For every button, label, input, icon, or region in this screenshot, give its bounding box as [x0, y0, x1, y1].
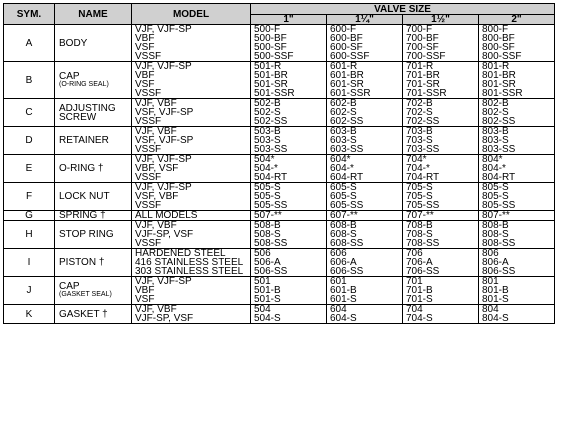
cell-size-3 — [403, 277, 479, 305]
part-number: 704-S — [406, 313, 433, 324]
part-number: 503-B — [254, 126, 281, 137]
cell-name — [55, 25, 132, 62]
part-number: 500-BF — [254, 33, 287, 44]
cell-name — [55, 277, 132, 305]
part-number: 804-S — [482, 313, 509, 324]
part-number: 604-S — [330, 313, 357, 324]
table-row — [4, 277, 555, 305]
part-number: 604-* — [330, 163, 354, 174]
cell-sym: H — [4, 221, 55, 249]
table-row — [4, 221, 555, 249]
part-number: 503-S — [254, 135, 281, 146]
model-line: 416 STAINLESS STEEL — [135, 257, 244, 268]
cell-sym: F — [4, 183, 55, 211]
part-number: 800-F — [482, 24, 509, 35]
model-line: VJF-SP, VSF — [135, 229, 194, 240]
part-number: 500-SSF — [254, 51, 294, 62]
part-number: 806-SS — [482, 266, 516, 277]
cell-size-2 — [327, 127, 403, 155]
part-number: 504-S — [254, 313, 281, 324]
model-line: VSF — [135, 294, 155, 305]
part-number: 802-B — [482, 98, 509, 109]
cell-size-2 — [327, 183, 403, 211]
part-number: 501-SSR — [254, 88, 295, 99]
part-number: 701-B — [406, 285, 433, 296]
cell-size-4 — [479, 99, 555, 127]
cell-size-1 — [251, 277, 327, 305]
model-line: VJF, VBF — [135, 126, 177, 137]
part-number: 701-R — [406, 61, 434, 72]
cell-name — [55, 221, 132, 249]
part-number: 601-S — [330, 294, 357, 305]
model-line: VSSF — [135, 200, 162, 211]
cell-model — [132, 249, 251, 277]
part-number: 801 — [482, 276, 499, 287]
part-number: 804-* — [482, 163, 506, 174]
part-number: 602-S — [330, 107, 357, 118]
header-size-1: 1" — [251, 15, 327, 25]
cell-model — [132, 277, 251, 305]
part-name: LOCK NUT — [59, 191, 110, 202]
part-number: 801-R — [482, 61, 510, 72]
part-number: 501-SR — [254, 79, 288, 90]
part-number: 507-** — [254, 210, 282, 221]
part-number: 702-S — [406, 107, 433, 118]
part-number: 700-SF — [406, 42, 439, 53]
part-number: 504 — [254, 304, 271, 315]
cell-sym: K — [4, 305, 55, 324]
part-number: 608-SS — [330, 238, 364, 249]
table-row — [4, 183, 555, 211]
part-number: 604 — [330, 304, 347, 315]
cell-size-3 — [403, 127, 479, 155]
cell-size-1 — [251, 99, 327, 127]
valve-parts-table — [3, 3, 555, 324]
model-line: VJF, VJF-SP — [135, 24, 192, 35]
cell-size-2 — [327, 249, 403, 277]
table-row — [4, 127, 555, 155]
cell-size-2 — [327, 305, 403, 324]
model-line: VSF — [135, 79, 155, 90]
part-number: 800-SF — [482, 42, 515, 53]
part-number: 502-S — [254, 107, 281, 118]
cell-size-2 — [327, 211, 403, 221]
part-number: 500-F — [254, 24, 281, 35]
part-number: 703-B — [406, 126, 433, 137]
cell-size-3 — [403, 62, 479, 99]
part-number: 801-SR — [482, 79, 516, 90]
part-number: 808-SS — [482, 238, 516, 249]
table-row — [4, 25, 555, 62]
part-number: 603-S — [330, 135, 357, 146]
part-number: 504* — [254, 154, 275, 165]
cell-size-1 — [251, 155, 327, 183]
part-number: 502-B — [254, 98, 281, 109]
table-row — [4, 249, 555, 277]
header-size-2: 2" — [479, 15, 555, 25]
part-number: 506-A — [254, 257, 281, 268]
cell-model — [132, 127, 251, 155]
model-line: VBF — [135, 285, 155, 296]
part-name: O-RING † — [59, 163, 104, 174]
part-number: 703-S — [406, 135, 433, 146]
cell-size-3 — [403, 221, 479, 249]
part-number: 800-SSF — [482, 51, 522, 62]
cell-name — [55, 99, 132, 127]
cell-size-1 — [251, 127, 327, 155]
part-number: 605-S — [330, 182, 357, 193]
cell-size-3 — [403, 183, 479, 211]
header-name: NAME — [55, 4, 132, 25]
cell-size-2 — [327, 277, 403, 305]
model-line: VSF, VJF-SP — [135, 107, 194, 118]
cell-sym: C — [4, 99, 55, 127]
cell-size-3 — [403, 25, 479, 62]
model-line: VJF, VJF-SP — [135, 61, 192, 72]
cell-size-3 — [403, 211, 479, 221]
part-number: 705-S — [406, 191, 433, 202]
part-number: 600-SSF — [330, 51, 370, 62]
cell-sym: E — [4, 155, 55, 183]
part-number: 704 — [406, 304, 423, 315]
part-number: 806-A — [482, 257, 509, 268]
model-line: VBF, VSF — [135, 163, 179, 174]
part-number: 601-B — [330, 285, 357, 296]
part-name: PISTON † — [59, 257, 105, 268]
part-number: 601-SSR — [330, 88, 371, 99]
cell-model — [132, 62, 251, 99]
part-number: 701-SR — [406, 79, 440, 90]
part-number: 600-SF — [330, 42, 363, 53]
cell-size-4 — [479, 62, 555, 99]
part-number: 502-SS — [254, 116, 288, 127]
cell-size-1 — [251, 183, 327, 211]
part-number: 606-SS — [330, 266, 364, 277]
part-number: 508-S — [254, 229, 281, 240]
cell-size-4 — [479, 183, 555, 211]
part-number: 500-SF — [254, 42, 287, 53]
part-name: RETAINER — [59, 135, 109, 146]
model-line: VJF, VJF-SP — [135, 154, 192, 165]
part-number: 706-SS — [406, 266, 440, 277]
model-line: HARDENED STEEL — [135, 248, 226, 259]
part-number: 700-F — [406, 24, 433, 35]
cell-size-2 — [327, 155, 403, 183]
part-number: 605-SS — [330, 200, 364, 211]
part-number: 804* — [482, 154, 503, 165]
cell-size-4 — [479, 221, 555, 249]
model-line: VSSF — [135, 144, 162, 155]
model-line: VJF-SP, VSF — [135, 313, 194, 324]
model-line: VSSF — [135, 238, 162, 249]
model-line: VSSF — [135, 116, 162, 127]
part-number: 805-S — [482, 191, 509, 202]
cell-model — [132, 183, 251, 211]
cell-model — [132, 25, 251, 62]
part-number: 604* — [330, 154, 351, 165]
part-number: 501 — [254, 276, 271, 287]
cell-size-4 — [479, 25, 555, 62]
cell-name — [55, 305, 132, 324]
part-number: 805-SS — [482, 200, 516, 211]
part-number: 805-S — [482, 182, 509, 193]
header-model: MODEL — [132, 4, 251, 25]
header-sym: SYM. — [4, 4, 55, 25]
part-number: 708-SS — [406, 238, 440, 249]
part-number: 800-BF — [482, 33, 515, 44]
part-number: 801-B — [482, 285, 509, 296]
part-number: 701-S — [406, 294, 433, 305]
cell-model — [132, 221, 251, 249]
part-number: 701-BR — [406, 70, 440, 81]
part-number: 708-S — [406, 229, 433, 240]
model-line: VSSF — [135, 172, 162, 183]
part-number: 606 — [330, 248, 347, 259]
part-number: 707-** — [406, 210, 434, 221]
cell-sym: A — [4, 25, 55, 62]
model-line: 303 STAINLESS STEEL — [135, 266, 244, 277]
part-number: 501-B — [254, 285, 281, 296]
table-body — [4, 25, 555, 324]
part-number: 702-SS — [406, 116, 440, 127]
part-number: 501-R — [254, 61, 282, 72]
part-number: 604-RT — [330, 172, 364, 183]
part-number: 606-A — [330, 257, 357, 268]
part-number: 704-* — [406, 163, 430, 174]
model-line: VJF, VBF — [135, 98, 177, 109]
part-number: 608-S — [330, 229, 357, 240]
cell-size-4 — [479, 127, 555, 155]
part-number: 602-B — [330, 98, 357, 109]
header-size-1-25: 1¼" — [327, 15, 403, 25]
part-number: 801-SSR — [482, 88, 523, 99]
part-number: 804 — [482, 304, 499, 315]
part-name-note: (O-RING SEAL) — [59, 80, 109, 88]
cell-model — [132, 155, 251, 183]
part-number: 506-SS — [254, 266, 288, 277]
part-number: 701-SSR — [406, 88, 447, 99]
cell-size-2 — [327, 221, 403, 249]
part-number: 603-SS — [330, 144, 364, 155]
part-name-line2: SCREW — [59, 111, 97, 123]
part-number: 501-S — [254, 294, 281, 305]
cell-size-3 — [403, 99, 479, 127]
part-number: 505-SS — [254, 200, 288, 211]
part-number: 600-BF — [330, 33, 363, 44]
model-line: VSF, VJF-SP — [135, 135, 194, 146]
part-number: 700-SSF — [406, 51, 446, 62]
part-number: 505-S — [254, 182, 281, 193]
model-line: VJF, VJF-SP — [135, 276, 192, 287]
header-size-1-5: 1½" — [403, 15, 479, 25]
cell-name — [55, 127, 132, 155]
cell-size-1 — [251, 62, 327, 99]
part-number: 803-S — [482, 135, 509, 146]
part-number: 600-F — [330, 24, 357, 35]
part-number: 708-B — [406, 220, 433, 231]
cell-size-4 — [479, 305, 555, 324]
cell-size-4 — [479, 277, 555, 305]
cell-size-1 — [251, 211, 327, 221]
cell-sym: B — [4, 62, 55, 99]
model-line: VBF — [135, 33, 155, 44]
part-number: 601-R — [330, 61, 358, 72]
part-number: 802-S — [482, 107, 509, 118]
cell-size-3 — [403, 305, 479, 324]
part-name: ADJUSTING — [59, 102, 116, 114]
header-valve-size: VALVE SIZE — [251, 4, 555, 15]
cell-model — [132, 99, 251, 127]
part-name: CAP — [59, 70, 80, 82]
part-number: 804-RT — [482, 172, 516, 183]
part-number: 701 — [406, 276, 423, 287]
part-name: STOP RING — [59, 229, 114, 240]
part-number: 803-B — [482, 126, 509, 137]
part-number: 504-RT — [254, 172, 288, 183]
part-number: 504-* — [254, 163, 278, 174]
part-number: 506 — [254, 248, 271, 259]
part-number: 803-SS — [482, 144, 516, 155]
part-number: 705-S — [406, 182, 433, 193]
part-number: 704* — [406, 154, 427, 165]
part-name: GASKET † — [59, 308, 108, 320]
table-row — [4, 62, 555, 99]
table-row — [4, 305, 555, 324]
cell-size-2 — [327, 25, 403, 62]
part-number: 706 — [406, 248, 423, 259]
model-line: VJF, VJF-SP — [135, 182, 192, 193]
cell-size-2 — [327, 99, 403, 127]
cell-size-1 — [251, 25, 327, 62]
cell-size-4 — [479, 249, 555, 277]
cell-sym: I — [4, 249, 55, 277]
part-number: 801-S — [482, 294, 509, 305]
part-number: 705-SS — [406, 200, 440, 211]
part-number: 508-SS — [254, 238, 288, 249]
part-number: 801-BR — [482, 70, 516, 81]
part-number: 703-SS — [406, 144, 440, 155]
cell-name — [55, 62, 132, 99]
cell-size-3 — [403, 249, 479, 277]
part-name-note: (GASKET SEAL) — [59, 291, 112, 298]
model-line: VSSF — [135, 51, 162, 62]
table-row — [4, 99, 555, 127]
part-number: 700-BF — [406, 33, 439, 44]
part-number: 702-B — [406, 98, 433, 109]
part-number: 508-B — [254, 220, 281, 231]
part-number: 601 — [330, 276, 347, 287]
part-number: 602-SS — [330, 116, 364, 127]
part-number: 603-B — [330, 126, 357, 137]
model-line: VJF, VBF — [135, 304, 177, 315]
part-number: 704-RT — [406, 172, 440, 183]
cell-name — [55, 183, 132, 211]
valve-parts-table-container — [3, 3, 555, 324]
cell-sym: G — [4, 211, 55, 221]
cell-size-2 — [327, 62, 403, 99]
cell-sym: D — [4, 127, 55, 155]
part-number: 706-A — [406, 257, 433, 268]
part-number: 601-BR — [330, 70, 364, 81]
part-number: 802-SS — [482, 116, 516, 127]
model-line: VJF, VBF — [135, 220, 177, 231]
part-number: 503-SS — [254, 144, 288, 155]
cell-sym: J — [4, 277, 55, 305]
part-number: 607-** — [330, 210, 358, 221]
part-number: 605-S — [330, 191, 357, 202]
cell-size-4 — [479, 211, 555, 221]
cell-size-1 — [251, 305, 327, 324]
part-number: 807-** — [482, 210, 510, 221]
model-line: VSF — [135, 42, 155, 53]
table-row — [4, 155, 555, 183]
part-number: 808-S — [482, 229, 509, 240]
cell-name — [55, 249, 132, 277]
cell-name — [55, 211, 132, 221]
part-number: 501-BR — [254, 70, 288, 81]
cell-model — [132, 211, 251, 221]
part-number: 808-B — [482, 220, 509, 231]
cell-name — [55, 155, 132, 183]
cell-size-1 — [251, 249, 327, 277]
part-number: 505-S — [254, 191, 281, 202]
part-name: CAP — [59, 281, 80, 292]
part-name: BODY — [59, 37, 88, 49]
model-line: VSSF — [135, 88, 162, 99]
cell-size-4 — [479, 155, 555, 183]
cell-model — [132, 305, 251, 324]
header-row-1 — [4, 4, 555, 15]
cell-size-1 — [251, 221, 327, 249]
part-name: SPRING † — [59, 210, 106, 221]
model-line: VBF — [135, 70, 155, 81]
part-number: 601-SR — [330, 79, 364, 90]
model-line: ALL MODELS — [135, 210, 198, 221]
part-number: 806 — [482, 248, 499, 259]
model-line: VSF, VBF — [135, 191, 179, 202]
table-row — [4, 211, 555, 221]
part-number: 608-B — [330, 220, 357, 231]
cell-size-3 — [403, 155, 479, 183]
